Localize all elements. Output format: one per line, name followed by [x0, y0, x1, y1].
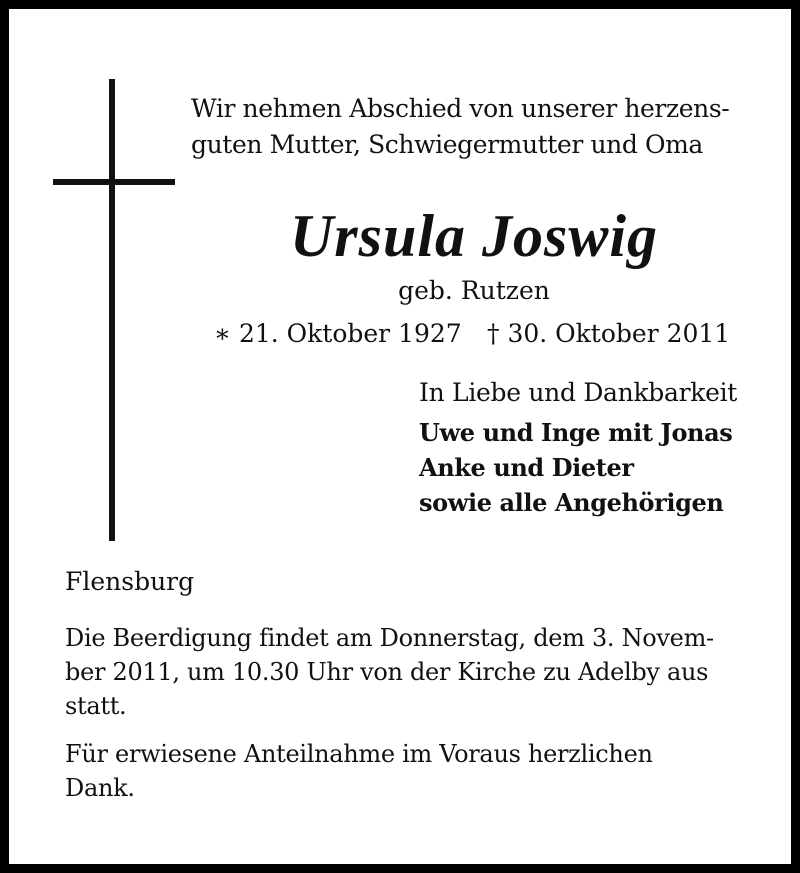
mourners-list	[419, 415, 789, 520]
farewell-intro-line: guten Mutter, Schwiegermutter und Oma	[191, 130, 703, 159]
mourner-line: sowie alle Angehörigen	[419, 488, 724, 517]
death-date: † 30. Oktober 2011	[487, 319, 731, 348]
thanks-line: Für erwiesene Anteilnahme im Voraus herzlichen	[65, 740, 653, 768]
funeral-details	[65, 621, 753, 723]
funeral-line: statt.	[65, 692, 127, 720]
place-name: Flensburg	[65, 567, 195, 596]
maiden-name: geb. Rutzen	[398, 276, 550, 305]
deceased-name: Ursula Joswig	[289, 203, 659, 269]
thanks-note	[65, 737, 753, 805]
life-dates	[214, 317, 754, 351]
thanks-line: Dank.	[65, 774, 135, 802]
mourner-line: Anke und Dieter	[419, 453, 634, 482]
farewell-intro-line: Wir nehmen Abschied von unserer herzens-	[191, 94, 730, 123]
birth-date: ∗ 21. Oktober 1927	[214, 319, 462, 348]
cross-icon	[53, 79, 175, 541]
farewell-intro	[191, 91, 751, 163]
funeral-line: Die Beerdigung findet am Donnerstag, dem 3. Novem-	[65, 624, 714, 652]
mourner-line: Uwe und Inge mit Jonas	[419, 418, 733, 447]
cross-vertical-bar	[109, 79, 115, 541]
mourners-intro: In Liebe und Dankbarkeit	[419, 378, 738, 407]
funeral-line: ber 2011, um 10.30 Uhr von der Kirche zu Adelby aus	[65, 658, 709, 686]
cross-horizontal-bar	[53, 179, 175, 185]
